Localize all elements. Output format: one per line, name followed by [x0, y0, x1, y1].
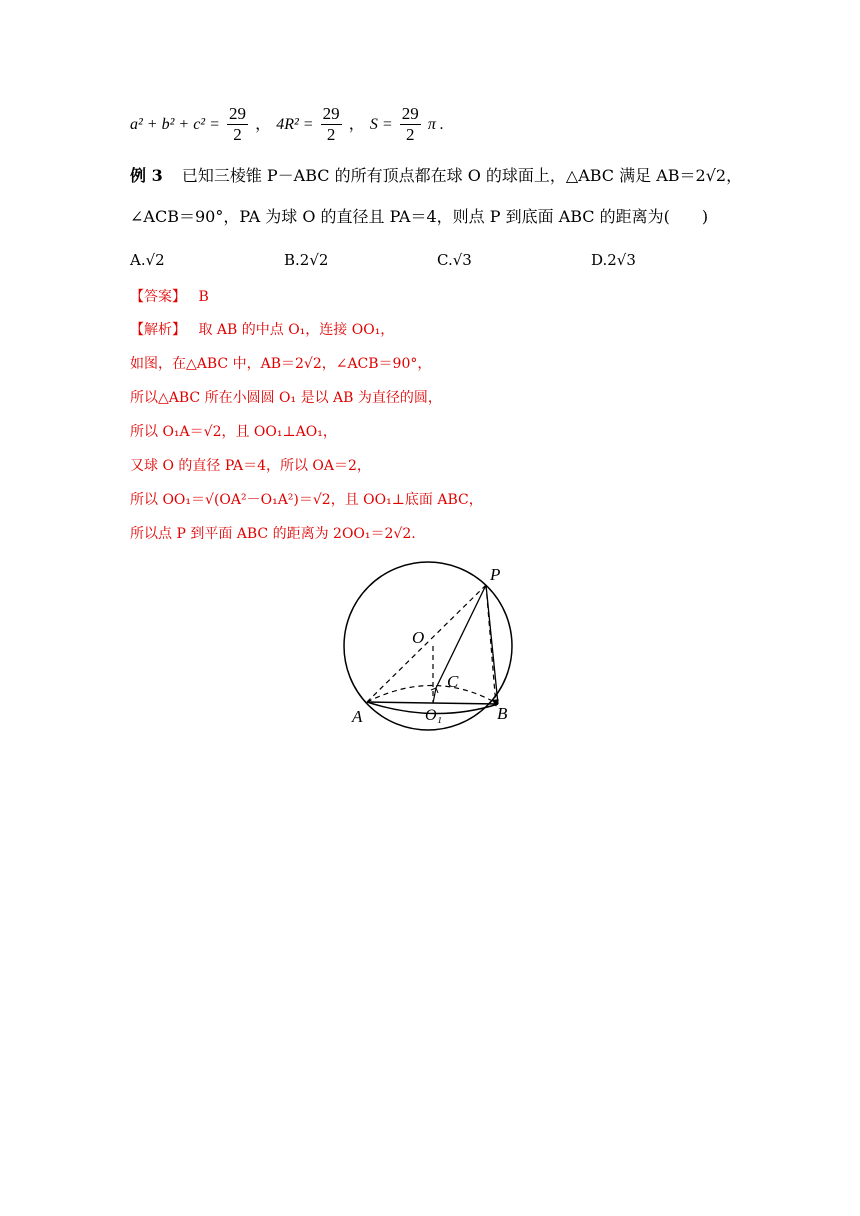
segment-p-vertical [486, 585, 496, 706]
fraction-denominator: 2 [233, 125, 242, 144]
analysis-text: 取 AB 的中点 O₁，连接 OO₁， [198, 322, 395, 338]
separator: ， [255, 114, 272, 133]
example-text-2: ∠ACB＝90°，PA 为球 O 的直径且 PA＝4，则点 P 到底面 ABC 的距离为( ) [130, 207, 709, 226]
analysis-line-4: 所以 O₁A＝√2，且 OO₁⊥AO₁， [130, 424, 337, 440]
analysis-line-6: 所以 OO₁＝√(OA²－O₁A²)＝√2，且 OO₁⊥底面 ABC， [130, 492, 483, 508]
formula-part2-lhs: 4R² = [276, 116, 314, 133]
formula-part3-fraction [400, 104, 421, 145]
fraction-numerator: 29 [401, 104, 419, 123]
analysis-tag: 【解析】 [130, 322, 186, 338]
fraction-numerator: 29 [322, 104, 340, 123]
answer-tag: 【答案】 [130, 289, 186, 305]
fraction-denominator: 2 [406, 125, 415, 144]
analysis-line-2: 如图，在△ABC 中，AB＝2√2，∠ACB＝90°， [130, 356, 432, 372]
analysis-line-5: 又球 O 的直径 PA＝4，所以 OA＝2， [130, 458, 371, 474]
label-o1: O₁ [425, 707, 443, 724]
formula-part1-lhs: a² + b² + c² = [130, 116, 220, 133]
sphere-pyramid-figure [340, 556, 530, 746]
option-b: B.2√2 [284, 251, 329, 269]
formula-part1-fraction [227, 104, 248, 145]
formula-part2-fraction [321, 104, 342, 145]
label-b: B [497, 704, 508, 723]
example-label: 例 3 [130, 166, 163, 185]
option-a: A.√2 [130, 251, 165, 269]
analysis-line-1 [130, 319, 394, 339]
right-angle-mark [431, 688, 438, 693]
separator: ， [348, 114, 365, 133]
answer-value: B [198, 289, 209, 305]
segment-pc [436, 585, 486, 688]
option-d: D.2√3 [591, 251, 636, 269]
segment-pb [486, 585, 498, 704]
formula-part3-lhs: S = [369, 116, 393, 133]
formula-part3-tail: π . [427, 116, 444, 133]
answer-line [130, 286, 209, 306]
option-c: C.√3 [437, 251, 472, 269]
segment-pa [367, 585, 486, 702]
label-p: P [490, 565, 501, 584]
formula-line [130, 104, 444, 145]
label-c: C [447, 672, 459, 691]
analysis-line-7: 所以点 P 到平面 ABC 的距离为 2OO₁＝2√2. [130, 526, 416, 542]
fraction-numerator: 29 [228, 104, 246, 123]
example-text-1: 已知三棱锥 P－ABC 的所有顶点都在球 O 的球面上，△ABC 满足 AB＝2√2， [181, 166, 743, 185]
label-o: O [412, 628, 425, 647]
example-line-1 [130, 163, 742, 186]
label-a: A [352, 707, 363, 726]
fraction-denominator: 2 [326, 125, 336, 144]
example-line-2 [130, 204, 708, 227]
analysis-line-3: 所以△ABC 所在小圆圆 O₁ 是以 AB 为直径的圆， [130, 390, 442, 406]
